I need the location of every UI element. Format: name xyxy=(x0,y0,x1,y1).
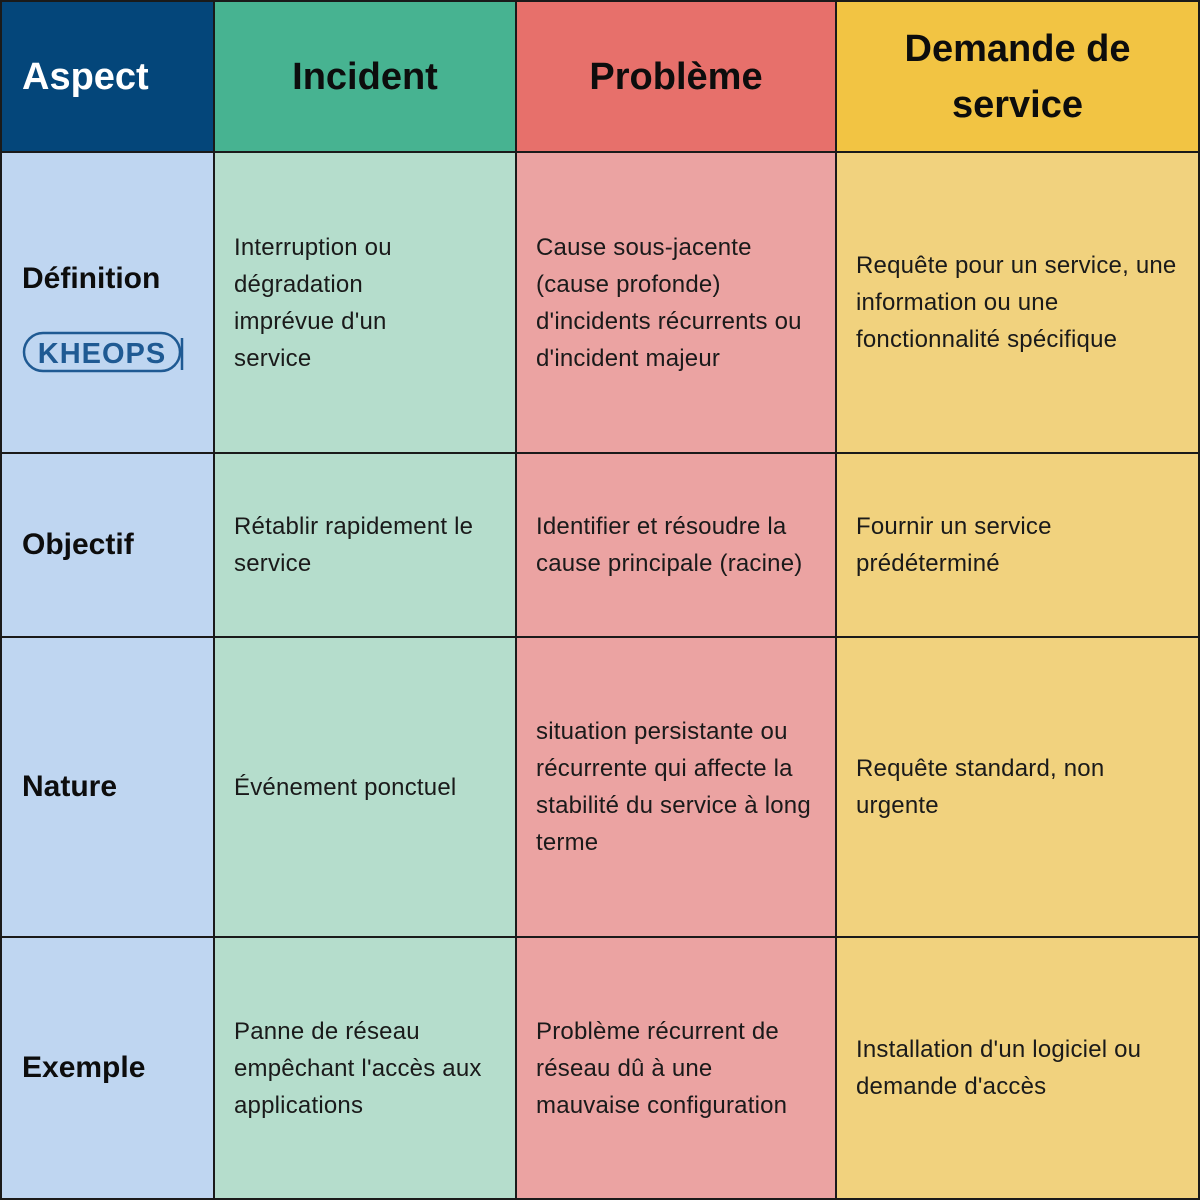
cell-exemple-demande xyxy=(837,938,1200,1200)
header-incident-text: Incident xyxy=(292,55,438,98)
cell-nature-probleme xyxy=(517,638,837,938)
kheops-logo-text: KHEOPS xyxy=(37,337,167,370)
header-incident xyxy=(215,0,517,153)
header-probleme-text: Problème xyxy=(589,55,763,98)
cell-text: Requête standard, non urgente xyxy=(856,755,1105,819)
header-probleme xyxy=(517,0,837,153)
cell-text: Identifier et résoudre la cause principale (racine) xyxy=(536,513,803,577)
cell-text: situation persistante ou récurrente qui affecte la stabilité du service à long terme xyxy=(536,718,811,856)
cell-text: Fournir un service prédéterminé xyxy=(856,513,1052,577)
cell-nature-incident xyxy=(215,638,517,938)
cell-text: Installation d'un logiciel ou demande d'accès xyxy=(856,1036,1142,1100)
kheops-logo xyxy=(22,330,186,374)
cell-objectif-incident xyxy=(215,454,517,638)
row-label-text: Exemple xyxy=(22,1051,146,1084)
cell-objectif-demande xyxy=(837,454,1200,638)
row-label-definition xyxy=(0,153,215,454)
header-demande-text: Demande de service xyxy=(904,27,1131,126)
row-label-text: Définition xyxy=(22,261,161,295)
cell-exemple-incident xyxy=(215,938,517,1200)
cell-text: Requête pour un service, une information ou une fonctionnalité spécifique xyxy=(856,252,1177,353)
row-label-exemple xyxy=(0,938,215,1200)
row-label-objectif xyxy=(0,454,215,638)
cell-exemple-probleme xyxy=(517,938,837,1200)
cell-text: Événement ponctuel xyxy=(234,773,457,801)
cell-text: Rétablir rapidement le service xyxy=(234,513,474,577)
kheops-logo-icon xyxy=(22,330,186,374)
cell-definition-demande xyxy=(837,153,1200,454)
cell-definition-incident xyxy=(215,153,517,454)
cell-text: Problème récurrent de réseau dû à une mauvaise configuration xyxy=(536,1017,788,1119)
cell-definition-probleme xyxy=(517,153,837,454)
header-demande xyxy=(837,0,1200,153)
cell-text: Interruption ou dégradation imprévue d'un service xyxy=(234,233,392,372)
cell-nature-demande xyxy=(837,638,1200,938)
row-label-text: Nature xyxy=(22,770,118,803)
cell-text: Cause sous-jacente (cause profonde) d'incidents récurrents ou d'incident majeur xyxy=(536,233,802,372)
row-label-nature xyxy=(0,638,215,938)
cell-objectif-probleme xyxy=(517,454,837,638)
cell-text: Panne de réseau empêchant l'accès aux applications xyxy=(234,1017,482,1119)
row-label-text: Objectif xyxy=(22,528,134,561)
header-aspect xyxy=(0,0,215,153)
header-aspect-text: Aspect xyxy=(22,55,149,98)
